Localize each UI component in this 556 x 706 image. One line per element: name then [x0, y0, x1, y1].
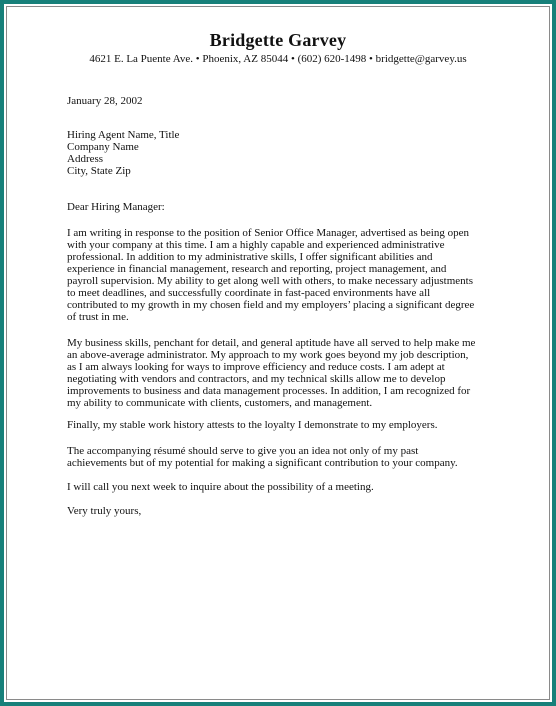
- body-paragraph-3: [67, 419, 492, 431]
- paragraph-line: experience in financial management, research and reporting, project management, and: [67, 263, 447, 275]
- paragraph-line: an above-average administrator. My approach to my work goes beyond my job description,: [67, 349, 469, 361]
- paragraph-line: with your company at this time. I am a highly capable and experienced administrative: [67, 239, 445, 251]
- recipient-line: Company Name: [67, 141, 139, 153]
- paragraph-line: achievements but of my potential for making a significant contribution to your company.: [67, 457, 458, 469]
- sender-contact-line: 4621 E. La Puente Ave. • Phoenix, AZ 85044 • (602) 620-1498 • bridgette@garvey.us: [89, 53, 467, 65]
- paragraph-line: my ability to communicate with clients, customers, and management.: [67, 397, 373, 409]
- paragraph-line: My business skills, penchant for detail, and general aptitude have all served to help make me: [67, 337, 476, 349]
- paragraph-line: payroll supervision. My ability to get along well with others, to make necessary adjustments: [67, 275, 474, 287]
- paragraph-line: negotiating with vendors and contractors, and my technical skills allow me to develop: [67, 373, 446, 385]
- paragraph-line: as I am always looking for ways to improve efficiency and reduce costs. I am adept at: [67, 361, 445, 373]
- paragraph-line: The accompanying résumé should serve to give you an idea not only of my past: [67, 445, 419, 457]
- body-paragraph-5: [67, 481, 492, 493]
- sender-name: Bridgette Garvey: [209, 30, 347, 50]
- document-inner-border: [6, 6, 550, 700]
- letter-closing: Very truly yours,: [67, 505, 142, 517]
- recipient-line: City, State Zip: [67, 165, 131, 177]
- salutation: Dear Hiring Manager:: [67, 201, 165, 213]
- cover-letter-page: [7, 7, 549, 699]
- paragraph-line: contributed to my growth in my chosen field and my employers’ placing a significant degree: [67, 299, 475, 311]
- paragraph-line: improvements to business and data management processes. In addition, I am recognized for: [67, 385, 471, 397]
- body-paragraph-1: [67, 227, 492, 323]
- recipient-address-block: [67, 129, 492, 177]
- letter-date: January 28, 2002: [67, 95, 143, 107]
- recipient-line: Address: [67, 153, 104, 165]
- paragraph-line: Finally, my stable work history attests to the loyalty I demonstrate to my employers.: [67, 419, 438, 431]
- paragraph-line: to meet deadlines, and successfully coordinate in fast-paced environments have all: [67, 287, 431, 299]
- recipient-line: Hiring Agent Name, Title: [67, 129, 180, 141]
- body-paragraph-4: [67, 445, 492, 469]
- paragraph-line: I am writing in response to the position of Senior Office Manager, advertised as being open: [67, 227, 469, 239]
- paragraph-line: professional. In addition to my administrative skills, I offer significant abilities and: [67, 251, 433, 263]
- paragraph-line: I will call you next week to inquire about the possibility of a meeting.: [67, 481, 374, 493]
- paragraph-line: of trust in me.: [67, 311, 129, 323]
- body-paragraph-2: [67, 337, 492, 409]
